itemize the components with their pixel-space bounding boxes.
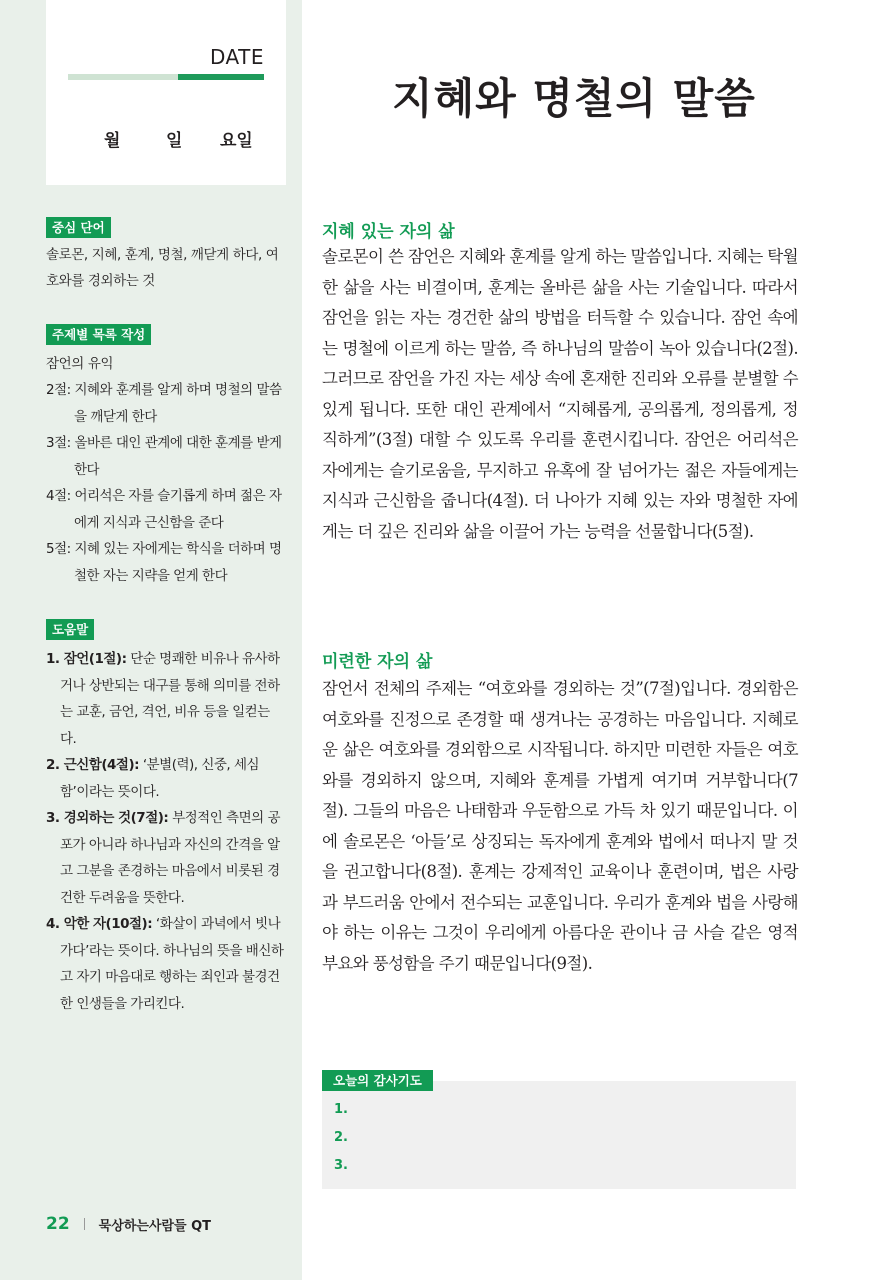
- topics-heading: 잠언의 유익: [46, 356, 114, 372]
- month-label: 월: [104, 131, 121, 151]
- day-label: 일: [166, 131, 183, 151]
- help-desc: 부정적인 측면의 공포가 아니라 하나님과 자신의 간격을 알고 그분을 존경하는 마음에서 비롯된 경건한 두려움을 뜻한다.: [60, 810, 281, 906]
- help-desc: 단순 명쾌한 비유나 유사하거나 상반되는 대구를 통해 의미를 전하는 교훈, 금언, 격언, 비유 등을 일컫는다.: [60, 651, 280, 747]
- help-item: [46, 646, 286, 752]
- prayer-line-2: 2.: [334, 1130, 348, 1145]
- help-item: [46, 805, 286, 911]
- footer: [46, 1214, 211, 1234]
- help-term: 3. 경외하는 것(7절):: [46, 810, 169, 826]
- section2-body: 잠언서 전체의 주제는 “여호와를 경외하는 것”(7절)입니다. 경외함은 여호와를 진정으로 존경할 때 생겨나는 공경하는 마음입니다. 지혜로운 삶은 여호와를 경외함으로 시작됩니다. 하지만 미련한 자들은 여호와를 경외하지 않으며, 지혜와 훈계를 가볍게 여기며 거부합니다(7절). 그들의 마음은 나태함과 우둔함으로 가득 차 있기 때문입니다. 이에 솔로몬은 ‘아들’로 상징되는 독자에게 훈계와 법에서 떠나지 말 것을 권고합니다(8절). 훈계는 강제적인 교육이나 훈련이며, 법은 사랑과 부드러움 안에서 전수되는 교훈입니다. 우리가 훈계와 법을 사랑해야 하는 이유는 그것이 우리에게 아름다운 관이나 금 사슬 같은 영적 부요와 풍성함을 주기 때문입니다(9절).: [322, 679, 798, 973]
- prayer-line-3: 3.: [334, 1158, 348, 1173]
- topic-item: 4절: 어리석은 자를 슬기롭게 하며 젊은 자에게 지식과 근신함을 준다: [46, 488, 282, 531]
- help-term: 2. 근신함(4절):: [46, 757, 140, 773]
- help-section: [46, 619, 286, 1017]
- date-box: [46, 0, 286, 185]
- help-term: 4. 악한 자(10절):: [46, 916, 153, 932]
- keywords-tag: 중심 단어: [46, 217, 111, 238]
- keywords-text: 솔로몬, 지혜, 훈계, 명철, 깨닫게 하다, 여호와를 경외하는 것: [46, 247, 279, 289]
- topic-item: 5절: 지혜 있는 자에게는 학식을 더하며 명철한 자는 지략을 얻게 한다: [46, 541, 282, 584]
- topic-item: 3절: 올바른 대인 관계에 대한 훈계를 받게 한다: [46, 435, 282, 478]
- section1-heading: 지혜 있는 자의 삶: [322, 222, 455, 242]
- footer-divider: [84, 1218, 85, 1230]
- page-number: 22: [46, 1214, 70, 1234]
- help-desc: ‘화살이 과녁에서 빗나가다’라는 뜻이다. 하나님의 뜻을 배신하고 자기 마음대로 행하는 죄인과 불경건한 인생들을 가리킨다.: [60, 916, 284, 1012]
- section2-heading: 미련한 자의 삶: [322, 652, 433, 672]
- date-underline-accent: [178, 74, 264, 80]
- help-item: [46, 752, 286, 805]
- topics-tag: 주제별 목록 작성: [46, 324, 151, 345]
- keywords-section: [46, 217, 286, 294]
- topic-item: 2절: 지혜와 훈계를 알게 하며 명철의 말씀을 깨닫게 한다: [46, 382, 282, 425]
- weekday-label: 요일: [220, 131, 253, 151]
- prayer-box: [322, 1081, 796, 1189]
- help-tag: 도움말: [46, 619, 94, 640]
- prayer-line-1: 1.: [334, 1102, 348, 1117]
- help-term: 1. 잠언(1절):: [46, 651, 127, 667]
- page-title: 지혜와 명철의 말씀: [392, 74, 756, 123]
- topics-section: [46, 324, 286, 589]
- publication-title: 묵상하는사람들 QT: [98, 1218, 212, 1234]
- help-item: [46, 911, 286, 1017]
- section1-body: 솔로몬이 쓴 잠언은 지혜와 훈계를 알게 하는 말씀입니다. 지혜는 탁월한 삶을 사는 비결이며, 훈계는 올바른 삶을 사는 기술입니다. 따라서 잠언을 읽는 자는 경건한 삶의 방법을 터득할 수 있습니다. 잠언 속에는 명철에 이르게 하는 말씀, 즉 하나님의 말씀이 녹아 있습니다(2절). 그러므로 잠언을 가진 자는 세상 속에 혼재한 진리와 오류를 분별할 수 있게 됩니다. 또한 대인 관계에서 “지혜롭게, 공의롭게, 정의롭게, 정직하게”(3절) 대할 수 있도록 우리를 훈련시킵니다. 잠언은 어리석은 자에게는 슬기로움을, 무지하고 유혹에 잘 넘어가는 젊은 자들에게는 지식과 근신함을 줍니다(4절). 더 나아가 지혜 있는 자와 명철한 자에게는 더 깊은 진리와 삶을 이끌어 가는 능력을 선물합니다(5절).: [322, 247, 798, 541]
- date-title: DATE: [209, 45, 264, 69]
- help-desc: ‘분별(력), 신중, 세심함’이라는 뜻이다.: [60, 757, 260, 800]
- prayer-tag: 오늘의 감사기도: [322, 1070, 433, 1091]
